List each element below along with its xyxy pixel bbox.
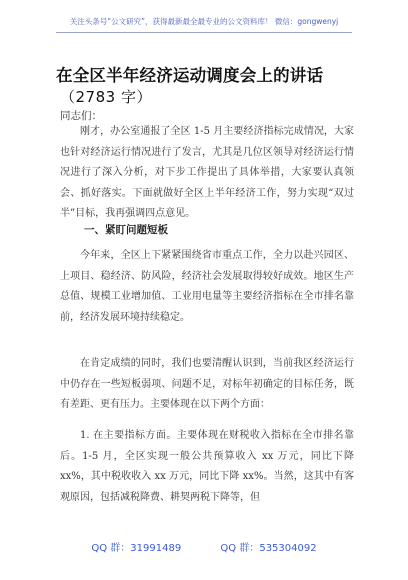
word-count: （2783 字） bbox=[60, 88, 152, 106]
body-paragraph: 在肯定成绩的同时，我们也要清醒认识到，当前我区经济运行中仍存在一些短板弱项、问题不足，对标年初确定的目标任务，既有差距、更有压力。主要体现在以下两个方面： bbox=[60, 358, 354, 410]
salutation: 同志们： bbox=[60, 110, 102, 122]
promo-banner: 关注头条号“公文研究”，获得最新最全最专业的公文资料库！ 微信：gongwenyj bbox=[69, 17, 339, 26]
section-heading: 一、紧盯问题短板 bbox=[84, 224, 168, 236]
intro-paragraph: 刚才，办公室通报了全区 1-5 月主要经济指标完成情况，大家也针对经济运行情况进行了发言，尤其是几位区领导对经济运行情况进行了深入分析，对下步工作提出了具体举措，大家要认真领会、抓好落实。下面就做好全区上半年经济工作，努力实现“双过半”目标，我再强调四点意见。 bbox=[60, 126, 354, 219]
qq-group-1: QQ 群：31991489 bbox=[91, 543, 182, 554]
document-title: 在全区半年经济运动调度会上的讲话 bbox=[56, 66, 324, 85]
body-paragraph: 1. 在主要指标方面。主要体现在财税收入指标在全市排名靠后。1-5 月，全区实现一般公共预算收入 xx 万元，同比下降 xx%，其中税收收入 xx 万元，同比下降 xx%。当然，这其中有客观原因，包括减税降费、耕契两税下降等，但 bbox=[60, 430, 354, 503]
body-paragraph: 今年来，全区上下紧紧围绕省市重点工作，全力以赴兴园区、上项目、稳经济、防风险，经济社会发展取得较好成效。地区生产总值、规模工业增加值、工业用电量等主要经济指标在全市排名靠前，经济发展环境持续稳定。 bbox=[60, 250, 354, 323]
qq-group-2: QQ 群：535304092 bbox=[220, 543, 317, 554]
header-divider bbox=[56, 32, 352, 33]
footer bbox=[0, 539, 408, 554]
